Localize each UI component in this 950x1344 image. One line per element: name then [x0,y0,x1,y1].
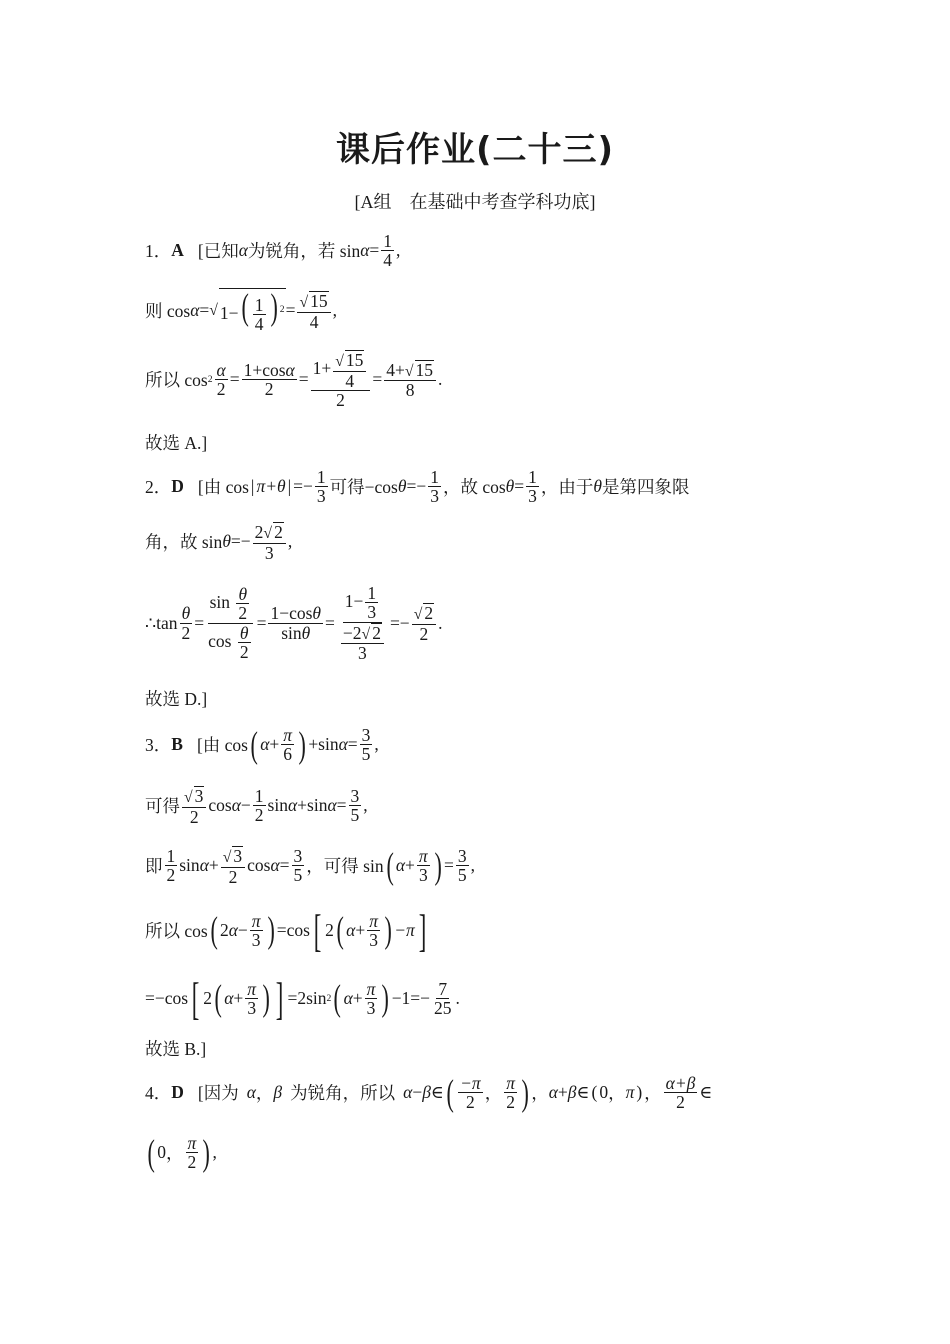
q3-line5: =−cos [ 2 ( α + $\frac{\pi}{3}$ ) ] =2sin 2 ( α + $\frac{\pi}{3}$ ) −1=− $\frac{7}{25}$ . [145,973,460,1024]
q3-answer: B [171,734,183,755]
q1-line3: 所以 cos 2 $\frac{\alpha}{2}$ = $\frac{1+\cos\alpha}{2}$ = 1+ $\frac{√ 15}{4}$ 2 = $\frac{4+√ 15}{8}$ . [145,350,443,410]
q1-answer: A [171,240,184,261]
q3-line2: 可得 $\frac{√ 3}{2}$ cos α − $\frac{1}{2}$ sin α +sin α = $\frac{3}{5}$ , [145,786,368,827]
radical: 1−( $\frac{1}{4}$ ) $^2$ [219,286,285,335]
q1-num: 1． [145,241,172,262]
q2-line1: 2． D [由 cos | π+θ | =− $\frac{1}{3}$ 可得−cos θ =− $\frac{1}{3}$ ，故 cos θ = $\frac{1}{3}$ ，由于 θ 是第四象限 [145,467,690,507]
q3-choose: 故选 B.] [145,1039,207,1059]
q2-answer: D [171,476,184,497]
q1-line1: 1． A [已知 α 为锐角，若 sin α = $\frac{1}{4}$ , [145,231,401,271]
q1-choose: 故选 A.] [145,433,208,453]
q4-answer: D [171,1082,184,1103]
q3-line1: 3． B [由 cos ( α + $\frac{\pi}{6}$ ) +sin α = $\frac{3}{5}$ , [145,723,379,765]
q2-line2: 角，故 sin θ =− $\frac{2√ 2}{3}$ , [145,522,293,563]
q3-line4: 所以 cos ( 2 α − $\frac{\pi}{3}$ ) =cos [ 2 ( α + $\frac{\pi}{3}$ ) −π ] [145,905,427,956]
q4-line2: ( 0 ， $\frac{\pi}{2}$ ) , [147,1131,217,1173]
q2-line3: ∴tan $\frac{\theta}{2}$ = sin $\frac{\theta}{2}$ cos $\frac{\theta}{2}$ = $\frac{1-\cos\theta}{\sin\theta}$ = 1− $\frac{1}{3}$ $\frac{-2√ 2}{3}$ =− $\frac{√ 2}{2}$ . [145,583,443,664]
q3-line3: 即 $\frac{1}{2}$ sin α + $\frac{√ 3}{2}$ cos α = $\frac{3}{5}$ ，可得 sin ( α + $\frac{\pi}{3}$ ) = $\frac{3}{5}$ , [145,844,475,887]
page-title: 课后作业(二十三) [335,130,615,170]
fraction: $\frac{1}{4}$ [383,231,393,271]
q4-line1: 4． D [因为 α ， β 为锐角，所以 α − β ∈ ( $\frac{-\pi}{2}$ ， $\frac{\pi}{2}$ ) ， α + β ∈ ( 0 ， π ) ， $\frac{\alpha+\beta}{2}$ ∈ [145,1071,713,1113]
q2-choose: 故选 D.] [145,689,208,709]
section-subtitle: [A组 在基础中考查学科功底] [354,192,596,212]
q1-line2: 则 cos α = √ 1−( $\frac{1}{4}$ ) $^2$ = $\frac{√ 15}{4}$ , [145,286,338,335]
